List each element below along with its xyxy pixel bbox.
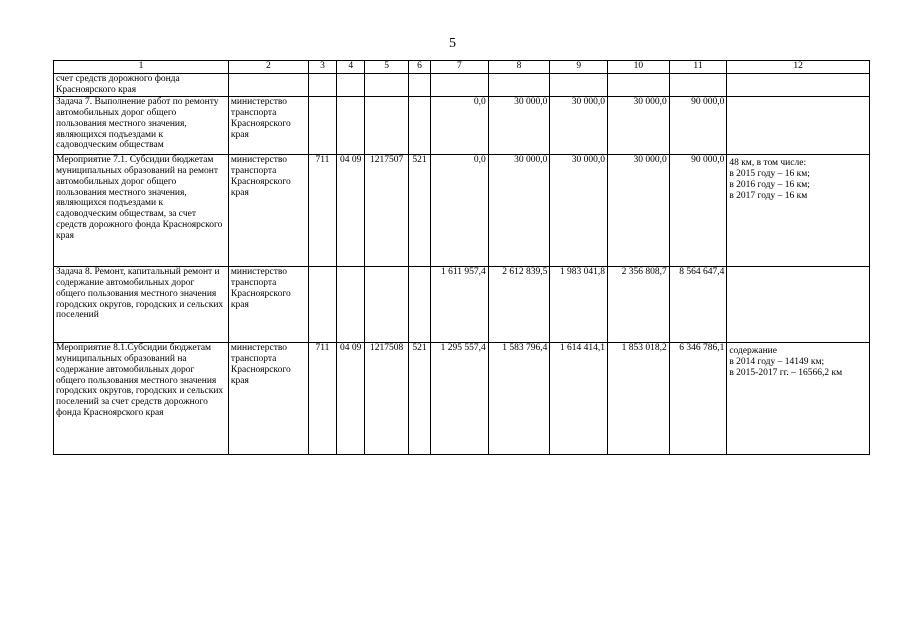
- grbs-code-cell: [308, 74, 336, 97]
- target-code-cell: [365, 266, 408, 342]
- section-code-cell: 04 09: [337, 342, 365, 454]
- target-code-cell: [365, 74, 408, 97]
- column-header: 11: [669, 61, 727, 74]
- expense-type-cell: [408, 266, 430, 342]
- amount-2014-cell: 1 295 557,4: [431, 342, 489, 454]
- amount-2016-cell: 30 000,0: [550, 154, 608, 266]
- amount-total-cell: 6 346 786,1: [669, 342, 727, 454]
- column-header: 4: [337, 61, 365, 74]
- column-header: 9: [550, 61, 608, 74]
- expense-type-cell: [408, 96, 430, 154]
- column-header: 1: [54, 61, 229, 74]
- amount-2014-cell: 1 611 957,4: [431, 266, 489, 342]
- column-header: 12: [727, 61, 870, 74]
- section-code-cell: [337, 96, 365, 154]
- target-code-cell: 1217508: [365, 342, 408, 454]
- table-row: [54, 96, 870, 154]
- amount-2015-cell: 1 583 796,4: [488, 342, 550, 454]
- column-number-row: [54, 61, 870, 74]
- expected-result-line: в 2016 году – 16 км;: [729, 179, 810, 190]
- amount-2016-cell: [550, 74, 608, 97]
- task-name-cell: Мероприятие 7.1. Субсидии бюджетам муниципальных образований на ремонт автомобильных дорог общего пользования местного значения, являющихся подъездами к садоводческим обществам, за счет средств дорожного фонда Красноярского края: [54, 154, 229, 266]
- amount-2017-cell: [608, 74, 670, 97]
- amount-2016-cell: 1 614 414,1: [550, 342, 608, 454]
- column-header: 2: [228, 61, 308, 74]
- expense-type-cell: [408, 74, 430, 97]
- amount-2015-cell: [488, 74, 550, 97]
- target-code-cell: [365, 96, 408, 154]
- amount-2016-cell: 30 000,0: [550, 96, 608, 154]
- column-header: 3: [308, 61, 336, 74]
- grbs-code-cell: [308, 96, 336, 154]
- responsible-org-cell: министерство транспорта Красноярского края: [228, 154, 308, 266]
- table-row: [54, 266, 870, 342]
- section-code-cell: 04 09: [337, 154, 365, 266]
- expense-type-cell: 521: [408, 154, 430, 266]
- amount-total-cell: 90 000,0: [669, 96, 727, 154]
- amount-total-cell: 90 000,0: [669, 154, 727, 266]
- column-header: 6: [408, 61, 430, 74]
- amount-2016-cell: 1 983 041,8: [550, 266, 608, 342]
- expected-result-line: содержание: [729, 345, 777, 356]
- section-code-cell: [337, 74, 365, 97]
- responsible-org-cell: [228, 74, 308, 97]
- column-header: 10: [608, 61, 670, 74]
- section-code-cell: [337, 266, 365, 342]
- responsible-org-cell: министерство транспорта Красноярского края: [228, 342, 308, 454]
- expected-result-cell: [727, 96, 870, 154]
- amount-2015-cell: 30 000,0: [488, 96, 550, 154]
- table-row: [54, 154, 870, 266]
- grbs-code-cell: [308, 266, 336, 342]
- amount-2014-cell: 0,0: [431, 154, 489, 266]
- expected-result-cell: [727, 342, 870, 454]
- expected-result-cell: [727, 74, 870, 97]
- expected-result-line: в 2017 году – 16 км: [729, 190, 808, 201]
- amount-2017-cell: 30 000,0: [608, 96, 670, 154]
- table-row: [54, 74, 870, 97]
- target-code-cell: 1217507: [365, 154, 408, 266]
- responsible-org-cell: министерство транспорта Красноярского края: [228, 266, 308, 342]
- amount-2017-cell: 2 356 808,7: [608, 266, 670, 342]
- amount-2017-cell: 1 853 018,2: [608, 342, 670, 454]
- amount-total-cell: [669, 74, 727, 97]
- task-name-cell: Задача 7. Выполнение работ по ремонту автомобильных дорог общего пользования местного значения, являющихся подъездами к садоводческим обществам: [54, 96, 229, 154]
- amount-2014-cell: 0,0: [431, 96, 489, 154]
- expected-result-line: 48 км, в том числе:: [729, 157, 807, 168]
- task-name-cell: счет средств дорожного фонда Красноярского края: [54, 74, 229, 97]
- task-name-cell: Мероприятие 8.1.Субсидии бюджетам муниципальных образований на содержание автомобильных дорог общего пользования местного значения городских округов, городских и сельских поселений за счет средств дорожного фонда Красноярского края: [54, 342, 229, 454]
- table-body: [54, 74, 870, 455]
- amount-2015-cell: 2 612 839,5: [488, 266, 550, 342]
- expected-result-line: в 2015-2017 гг. – 16566,2 км: [729, 367, 843, 378]
- column-header: 7: [431, 61, 489, 74]
- task-name-cell: Задача 8. Ремонт, капитальный ремонт и содержание автомобильных дорог общего пользования местного значения городских округов, городских и сельских поселений: [54, 266, 229, 342]
- table-row: [54, 342, 870, 454]
- amount-2014-cell: [431, 74, 489, 97]
- amount-total-cell: 8 564 647,4: [669, 266, 727, 342]
- grbs-code-cell: 711: [308, 154, 336, 266]
- expected-result-cell: [727, 266, 870, 342]
- expense-type-cell: 521: [408, 342, 430, 454]
- program-table: [53, 60, 870, 455]
- expected-result-line: в 2015 году – 16 км;: [729, 168, 810, 179]
- grbs-code-cell: 711: [308, 342, 336, 454]
- responsible-org-cell: министерство транспорта Красноярского края: [228, 96, 308, 154]
- column-header: 8: [488, 61, 550, 74]
- amount-2015-cell: 30 000,0: [488, 154, 550, 266]
- page-number: 5: [449, 36, 456, 51]
- expected-result-cell: [727, 154, 870, 266]
- amount-2017-cell: 30 000,0: [608, 154, 670, 266]
- expected-result-line: в 2014 году – 14149 км;: [729, 356, 825, 367]
- column-header: 5: [365, 61, 408, 74]
